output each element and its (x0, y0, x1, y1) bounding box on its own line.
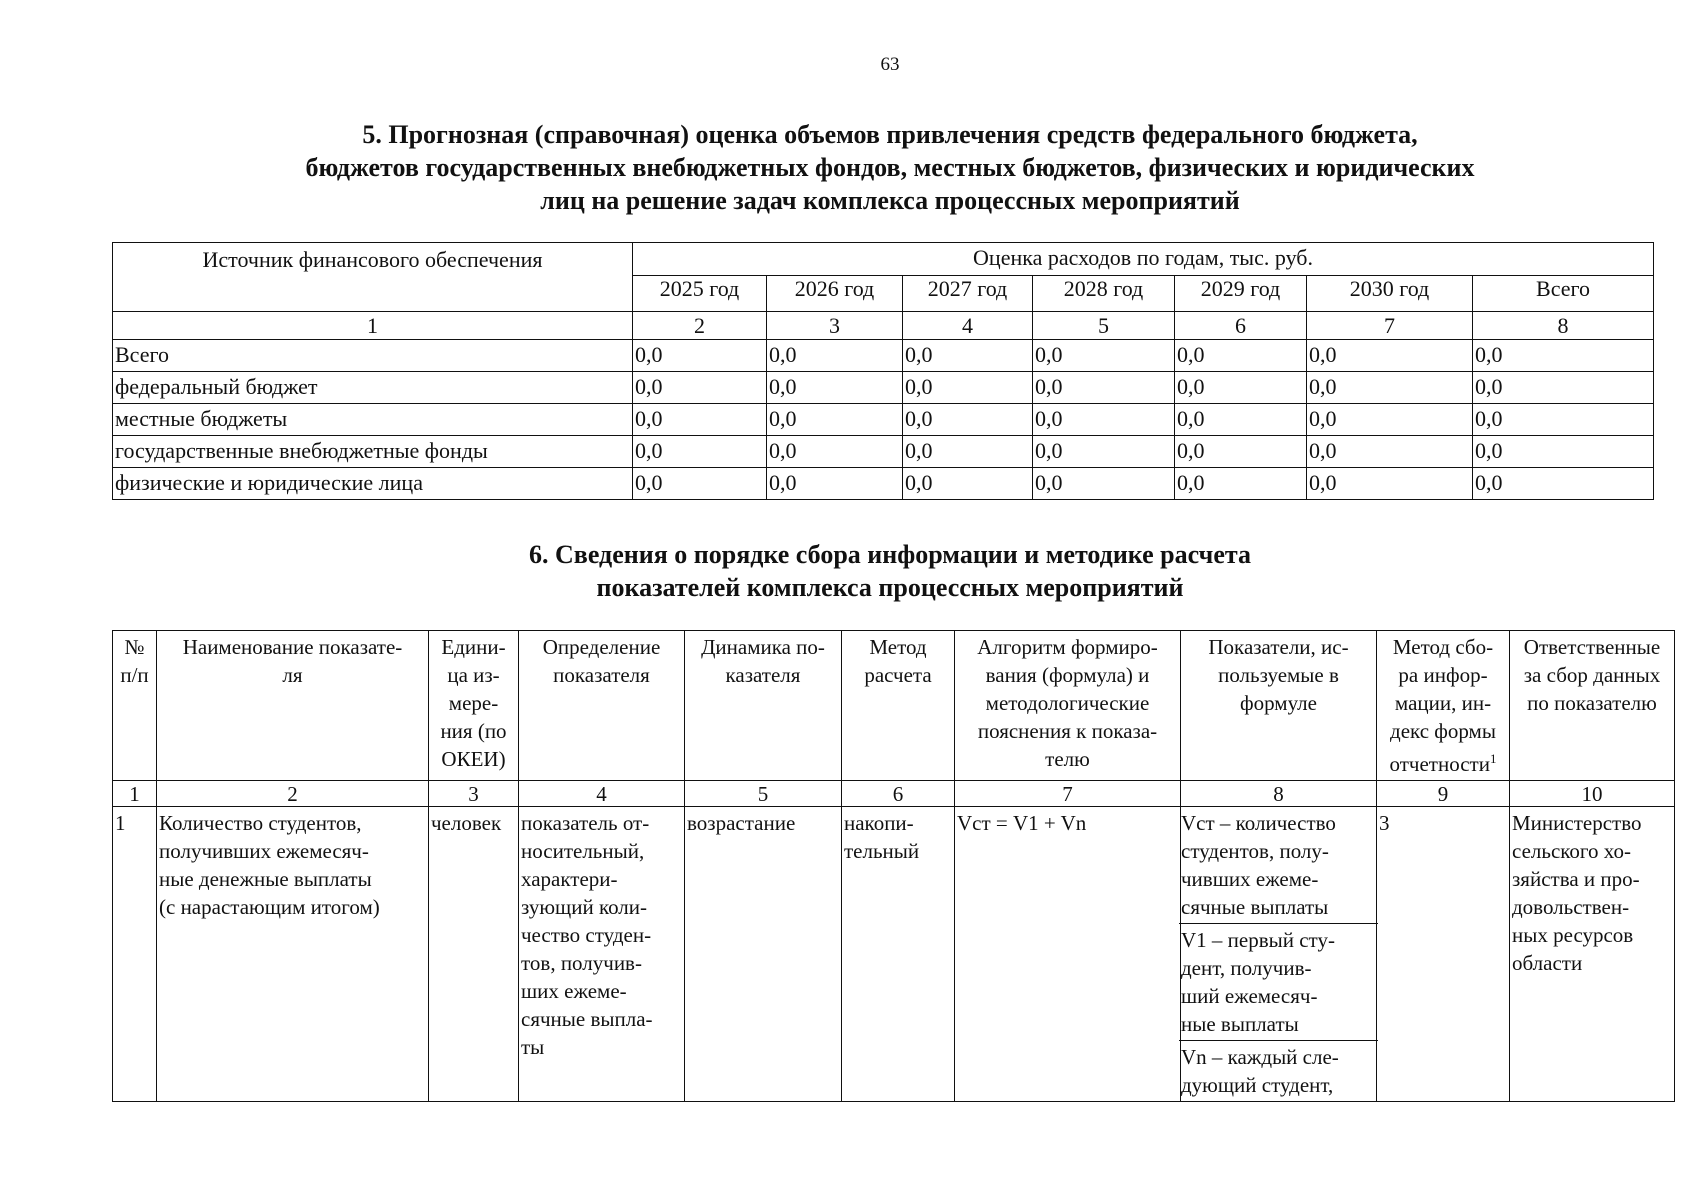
column-number: 10 (1510, 781, 1675, 807)
cell-value: 0,0 (1473, 340, 1654, 372)
cell-value: 0,0 (903, 468, 1033, 500)
cell-value: 0,0 (767, 468, 903, 500)
column-number: 7 (955, 781, 1181, 807)
header-responsible: Ответственные за сбор данных по показателю (1510, 631, 1675, 781)
header-method: Метод расчета (842, 631, 955, 781)
section-6-title-line: 6. Сведения о порядке сбора информации и методике расчета (529, 540, 1251, 569)
indicator-definition: показатель от- носительный, характери- зующий коли- чество студен- тов, получив- ших ежеме- сячные выпла- ты (519, 807, 685, 1102)
column-number: 6 (842, 781, 955, 807)
cell-value: 0,0 (1175, 468, 1307, 500)
column-number: 5 (685, 781, 842, 807)
cell-value: 0,0 (1307, 404, 1473, 436)
cell-value: 0,0 (1307, 436, 1473, 468)
total-header: Всего (1473, 276, 1654, 312)
cell-value: 0,0 (633, 468, 767, 500)
section-5-title-line: лиц на решение задач комплекса процессных мероприятий (540, 186, 1240, 215)
year-header: 2026 год (767, 276, 903, 312)
header-collection-method-text: Метод сбо- ра инфор- мации, ин- декс формы отчетности (1389, 635, 1496, 776)
cell-value: 0,0 (767, 372, 903, 404)
cell-value: 0,0 (1175, 404, 1307, 436)
row-label: физические и юридические лица (113, 468, 633, 500)
column-number: 3 (767, 312, 903, 340)
table-row (113, 436, 1654, 468)
cell-value: 0,0 (633, 372, 767, 404)
column-number: 4 (903, 312, 1033, 340)
cell-value: 0,0 (633, 340, 767, 372)
year-header: 2029 год (1175, 276, 1307, 312)
header-collection-method (1377, 631, 1510, 781)
cell-value: 0,0 (1175, 372, 1307, 404)
cell-value: 0,0 (767, 404, 903, 436)
section-5-title-line: 5. Прогнозная (справочная) оценка объемов привлечения средств федерального бюджета, (362, 120, 1418, 149)
formula-indicator-item: Vст – количество студентов, полу- чивших ежеме- сячные выплаты (1179, 807, 1378, 924)
cell-value: 0,0 (903, 404, 1033, 436)
column-number: 1 (113, 312, 633, 340)
table-row (113, 372, 1654, 404)
cell-value: 0,0 (1473, 436, 1654, 468)
table-row (113, 404, 1654, 436)
cell-value: 0,0 (1307, 468, 1473, 500)
cell-value: 0,0 (1033, 340, 1175, 372)
cell-value: 0,0 (1473, 404, 1654, 436)
cell-value: 0,0 (633, 436, 767, 468)
column-number: 2 (633, 312, 767, 340)
row-label: Всего (113, 340, 633, 372)
year-header: 2027 год (903, 276, 1033, 312)
section-6-title (0, 538, 1703, 604)
responsible: Министерство сельского хо- зяйства и про- довольствен- ных ресурсов области (1510, 807, 1675, 1102)
cell-value: 0,0 (767, 436, 903, 468)
row-label: федеральный бюджет (113, 372, 633, 404)
header-formula: Алгоритм формиро- вания (формула) и методологические пояснения к показа- телю (955, 631, 1181, 781)
cell-value: 0,0 (633, 404, 767, 436)
column-number: 4 (519, 781, 685, 807)
year-header: 2030 год (1307, 276, 1473, 312)
row-label: местные бюджеты (113, 404, 633, 436)
column-number: 8 (1473, 312, 1654, 340)
cell-value: 0,0 (1473, 372, 1654, 404)
cell-value: 0,0 (1033, 372, 1175, 404)
cell-value: 0,0 (1307, 372, 1473, 404)
header-definition: Определение показателя (519, 631, 685, 781)
header-unit: Едини- ца из- мере- ния (по ОКЕИ) (429, 631, 519, 781)
header-number: № п/п (113, 631, 157, 781)
page-number: 63 (880, 54, 900, 75)
estimate-header: Оценка расходов по годам, тыс. руб. (633, 243, 1654, 276)
cell-value: 0,0 (903, 340, 1033, 372)
section-5-title (0, 118, 1703, 217)
source-header: Источник финансового обеспечения (113, 243, 633, 312)
cell-value: 0,0 (903, 436, 1033, 468)
formula-indicator-item: V1 – первый сту- дент, получив- ший ежемесяч- ные выплаты (1179, 924, 1378, 1041)
cell-value: 0,0 (767, 340, 903, 372)
table-row (113, 340, 1654, 372)
cell-value: 0,0 (1175, 340, 1307, 372)
section-6-title-line: показателей комплекса процессных мероприятий (596, 573, 1184, 602)
column-number: 5 (1033, 312, 1175, 340)
year-header: 2028 год (1033, 276, 1175, 312)
header-indicator-name: Наименование показате- ля (157, 631, 429, 781)
column-number: 9 (1377, 781, 1510, 807)
row-label: государственные внебюджетные фонды (113, 436, 633, 468)
cell-value: 0,0 (1307, 340, 1473, 372)
footnote-mark: 1 (1489, 751, 1497, 766)
indicator-unit: человек (429, 807, 519, 1102)
cell-value: 0,0 (1175, 436, 1307, 468)
year-header: 2025 год (633, 276, 767, 312)
column-number: 1 (113, 781, 157, 807)
column-number: 3 (429, 781, 519, 807)
cell-value: 0,0 (1033, 436, 1175, 468)
cell-value: 0,0 (1033, 468, 1175, 500)
cell-value: 0,0 (903, 372, 1033, 404)
indicator-methodology-table (112, 630, 1675, 1102)
section-5-title-line: бюджетов государственных внебюджетных фондов, местных бюджетов, физических и юридических (305, 153, 1475, 182)
column-number: 6 (1175, 312, 1307, 340)
header-dynamics: Динамика по- казателя (685, 631, 842, 781)
column-number: 8 (1181, 781, 1377, 807)
header-formula-indicators: Показатели, ис- пользуемые в формуле (1181, 631, 1377, 781)
table-row (113, 807, 1675, 1102)
table-row (113, 468, 1654, 500)
row-number: 1 (113, 807, 157, 1102)
column-number: 2 (157, 781, 429, 807)
indicator-name: Количество студентов, получивших ежемесяч- ные денежные выплаты (с нарастающим итогом) (157, 807, 429, 1102)
calculation-method: накопи- тельный (842, 807, 955, 1102)
collection-method: 3 (1377, 807, 1510, 1102)
formula: Vст = V1 + Vn (955, 807, 1181, 1102)
funding-estimate-table (112, 242, 1654, 500)
column-number: 7 (1307, 312, 1473, 340)
indicator-dynamics: возрастание (685, 807, 842, 1102)
cell-value: 0,0 (1033, 404, 1175, 436)
cell-value: 0,0 (1473, 468, 1654, 500)
formula-indicator-item: Vn – каждый сле- дующий студент, (1181, 1045, 1339, 1097)
formula-indicators (1181, 807, 1377, 1102)
